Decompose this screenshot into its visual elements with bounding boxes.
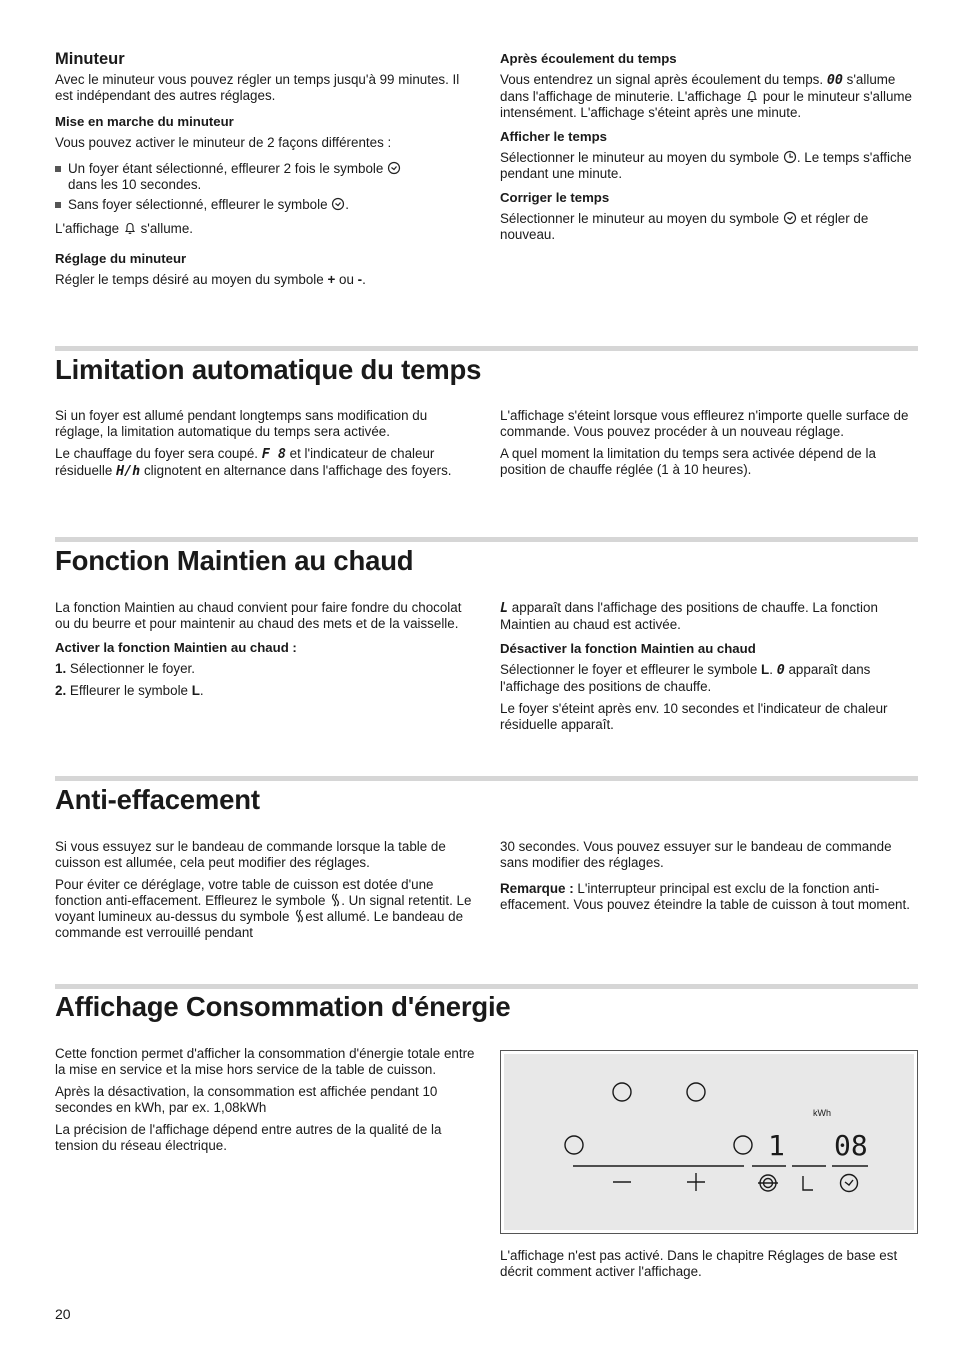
maintien-text: apparaît dans l'affichage des positions de chauffe. La fonction Maintien au chaud est activée. — [500, 600, 878, 632]
keep-warm-symbol: L — [761, 662, 770, 677]
zone-indicator-light — [565, 1136, 583, 1154]
limitation-p3: L'affichage s'éteint lorsque vous effleurez n'importe quelle surface de commande. Vous pouvez procéder à un nouveau réglage. — [500, 408, 909, 439]
maintien-left-column — [55, 600, 475, 705]
affichage-line — [55, 221, 475, 237]
page-number: 20 — [55, 1306, 71, 1322]
step-text: . — [199, 683, 204, 698]
timer-key — [845, 1180, 853, 1185]
plus-symbol: + — [327, 272, 336, 287]
section-divider — [55, 776, 918, 781]
error-display-symbol: F 8 — [261, 447, 286, 462]
anti-heading: Anti-effacement — [55, 784, 260, 815]
limitation-p1: Si un foyer est allumé pendant longtemps sans modification du réglage, la limitation automatique du temps sera activée. — [55, 408, 428, 439]
bullet-text: Sans foyer sélectionné, effleurer le symbole — [68, 197, 328, 212]
zero-display-symbol: 0 — [776, 663, 785, 678]
activer-steps — [55, 661, 475, 699]
anti-text: est allumé. Le bandeau de commande est verrouillé pendant — [55, 909, 464, 940]
clock-icon — [783, 150, 797, 164]
energie-p2: Après la désactivation, la consommation est affichée pendant 10 secondes en kWh, par ex. 1,08kWh — [55, 1084, 438, 1115]
energie-note-column — [500, 1248, 920, 1286]
mise-en-marche-heading: Mise en marche du minuteur — [55, 114, 234, 129]
keep-warm-key — [803, 1176, 813, 1190]
anti-text: Pour éviter ce déréglage, votre table de cuisson est dotée d'une fonction anti-effacement. Effleurez le symbole — [55, 877, 434, 908]
control-panel-drawing — [504, 1054, 914, 1230]
step-text: Sélectionner le foyer. — [69, 661, 195, 676]
list-item — [55, 683, 475, 699]
reglage-text: ou — [339, 272, 354, 287]
mise-en-marche-list — [55, 161, 475, 213]
limitation-heading: Limitation automatique du temps — [55, 354, 482, 385]
maintien-text: apparaît dans l'affichage des positions de chauffe. — [500, 662, 871, 694]
energie-p3: La précision de l'affichage dépend entre autres de la qualité de la tension du réseau électrique. — [55, 1122, 442, 1153]
control-panel-illustration — [500, 1050, 918, 1234]
limitation-text: Le chauffage du foyer sera coupé. — [55, 446, 258, 461]
list-item — [55, 161, 475, 193]
section-divider — [55, 346, 918, 351]
activer-heading: Activer la fonction Maintien au chaud : — [55, 640, 297, 655]
energy-unit-label: kWh — [813, 1108, 831, 1118]
energy-display-digits: 08 — [834, 1129, 868, 1162]
maintien-text: Sélectionner le foyer et effleurer le symbole — [500, 662, 758, 677]
anti-remarque — [500, 881, 920, 913]
timer-icon — [331, 197, 345, 211]
apres-heading: Après écoulement du temps — [500, 51, 677, 66]
reglage-text: . — [362, 272, 366, 287]
energie-note: L'affichage n'est pas activé. Dans le chapitre Réglages de base est décrit comment activer l'affichage. — [500, 1248, 898, 1279]
control-panel-surface — [504, 1054, 914, 1230]
anti-left-column — [55, 839, 475, 947]
maintien-r2 — [500, 662, 920, 695]
limitation-left-column — [55, 408, 475, 486]
energy-display-digit: 1 — [768, 1129, 785, 1162]
corriger-paragraph — [500, 211, 920, 243]
corriger-text: Sélectionner le minuteur au moyen du symbole — [500, 211, 780, 226]
remarque-label: Remarque : — [500, 881, 574, 896]
step-number: 2. — [55, 683, 67, 698]
bell-icon — [745, 89, 759, 103]
limitation-text: et l'indicateur de chaleur résiduelle — [55, 446, 435, 478]
section-divider — [55, 984, 918, 989]
apres-paragraph — [500, 72, 920, 121]
residual-heat-symbol: H/h — [116, 464, 141, 479]
maintien-r1 — [500, 600, 920, 633]
timer-key — [841, 1175, 858, 1192]
apres-text: s'allume dans l'affichage de minuterie. L'affichage — [500, 72, 896, 104]
maintien-right-column — [500, 600, 920, 739]
energie-heading: Affichage Consommation d'énergie — [55, 991, 511, 1022]
limitation-p2 — [55, 446, 475, 480]
limitation-p4: A quel moment la limitation du temps sera activée dépend de la position de chauffe réglée (1 à 10 heures). — [500, 446, 876, 477]
anti-text: . Un signal retentit. Le voyant lumineux au-dessus du symbole — [55, 893, 472, 924]
bullet-text: . — [345, 197, 349, 212]
keep-warm-symbol: L — [191, 683, 200, 698]
minuteur-heading: Minuteur — [55, 50, 125, 68]
desactiver-heading: Désactiver la fonction Maintien au chaud — [500, 641, 756, 656]
minuteur-right-column — [500, 51, 920, 249]
timer-icon — [387, 161, 401, 175]
maintien-p1: La fonction Maintien au chaud convient pour faire fondre du chocolat ou du beurre et pour maintenir au chaud des mets et de la vaisselle. — [55, 600, 462, 631]
step-number: 1. — [55, 661, 67, 676]
affichage-text: s'allume. — [140, 221, 193, 236]
anti-p1: Si vous essuyez sur le bandeau de commande lorsque la table de cuisson est allumée, cela peut modifier des réglages. — [55, 839, 446, 870]
apres-text: pour le minuteur s'allume intensément. L'affichage s'éteint après une minute. — [500, 89, 913, 120]
bell-icon — [123, 221, 137, 235]
affichage-text: L'affichage — [55, 221, 120, 236]
list-item — [55, 661, 475, 677]
zone-indicator-light — [734, 1136, 752, 1154]
corriger-heading: Corriger le temps — [500, 190, 610, 205]
anti-p2 — [55, 877, 475, 941]
anti-right-column — [500, 839, 920, 919]
mise-en-marche-intro: Vous pouvez activer le minuteur de 2 façons différentes : — [55, 135, 392, 150]
anti-r1: 30 secondes. Vous pouvez essuyer sur le bandeau de commande sans modifier des réglages. — [500, 839, 892, 870]
wipe-protection-icon — [329, 893, 341, 907]
energie-p1: Cette fonction permet d'afficher la consommation d'énergie totale entre la mise en service et la mise hors service de la table de cuisson. — [55, 1046, 475, 1077]
list-item — [55, 197, 475, 213]
afficher-heading: Afficher le temps — [500, 129, 607, 144]
maintien-heading: Fonction Maintien au chaud — [55, 545, 414, 576]
zone-indicator-light — [687, 1083, 705, 1101]
reglage-text: Régler le temps désiré au moyen du symbole — [55, 272, 324, 287]
reglage-heading: Réglage du minuteur — [55, 251, 187, 266]
keep-warm-display-symbol: L — [500, 601, 509, 616]
energie-left-column — [55, 1046, 475, 1160]
afficher-text: Sélectionner le minuteur au moyen du symbole — [500, 150, 780, 165]
timer-icon — [783, 211, 797, 225]
apres-text: Vous entendrez un signal après écoulement du temps. — [500, 72, 824, 87]
limitation-text: clignotent en alternance dans l'affichage des foyers. — [143, 463, 452, 478]
bullet-text: dans les 10 secondes. — [68, 177, 202, 192]
timer-display-symbol: 00 — [826, 73, 843, 88]
corriger-text: et régler de nouveau. — [500, 211, 869, 242]
step-text: Effleurer le symbole — [69, 683, 188, 698]
wipe-protection-icon — [293, 909, 305, 923]
afficher-paragraph — [500, 150, 920, 182]
section-divider — [55, 537, 918, 542]
bullet-text: Un foyer étant sélectionné, effleurer 2 fois le symbole — [68, 161, 384, 176]
minuteur-left-column — [55, 50, 475, 294]
maintien-r3: Le foyer s'éteint après env. 10 secondes et l'indicateur de chaleur résiduelle apparaît. — [500, 701, 888, 732]
afficher-text: . Le temps s'affiche pendant une minute. — [500, 150, 912, 181]
limitation-right-column — [500, 408, 920, 484]
minus-symbol: - — [357, 272, 363, 287]
zone-indicator-light — [613, 1083, 631, 1101]
maintien-text: . — [769, 662, 773, 677]
minuteur-intro: Avec le minuteur vous pouvez régler un temps jusqu'à 99 minutes. Il est indépendant des autres réglages. — [55, 72, 460, 103]
remarque-text: L'interrupteur principal est exclu de la fonction anti-effacement. Vous pouvez éteindre la table de cuisson à tout moment. — [500, 881, 910, 912]
reglage-line — [55, 272, 475, 288]
